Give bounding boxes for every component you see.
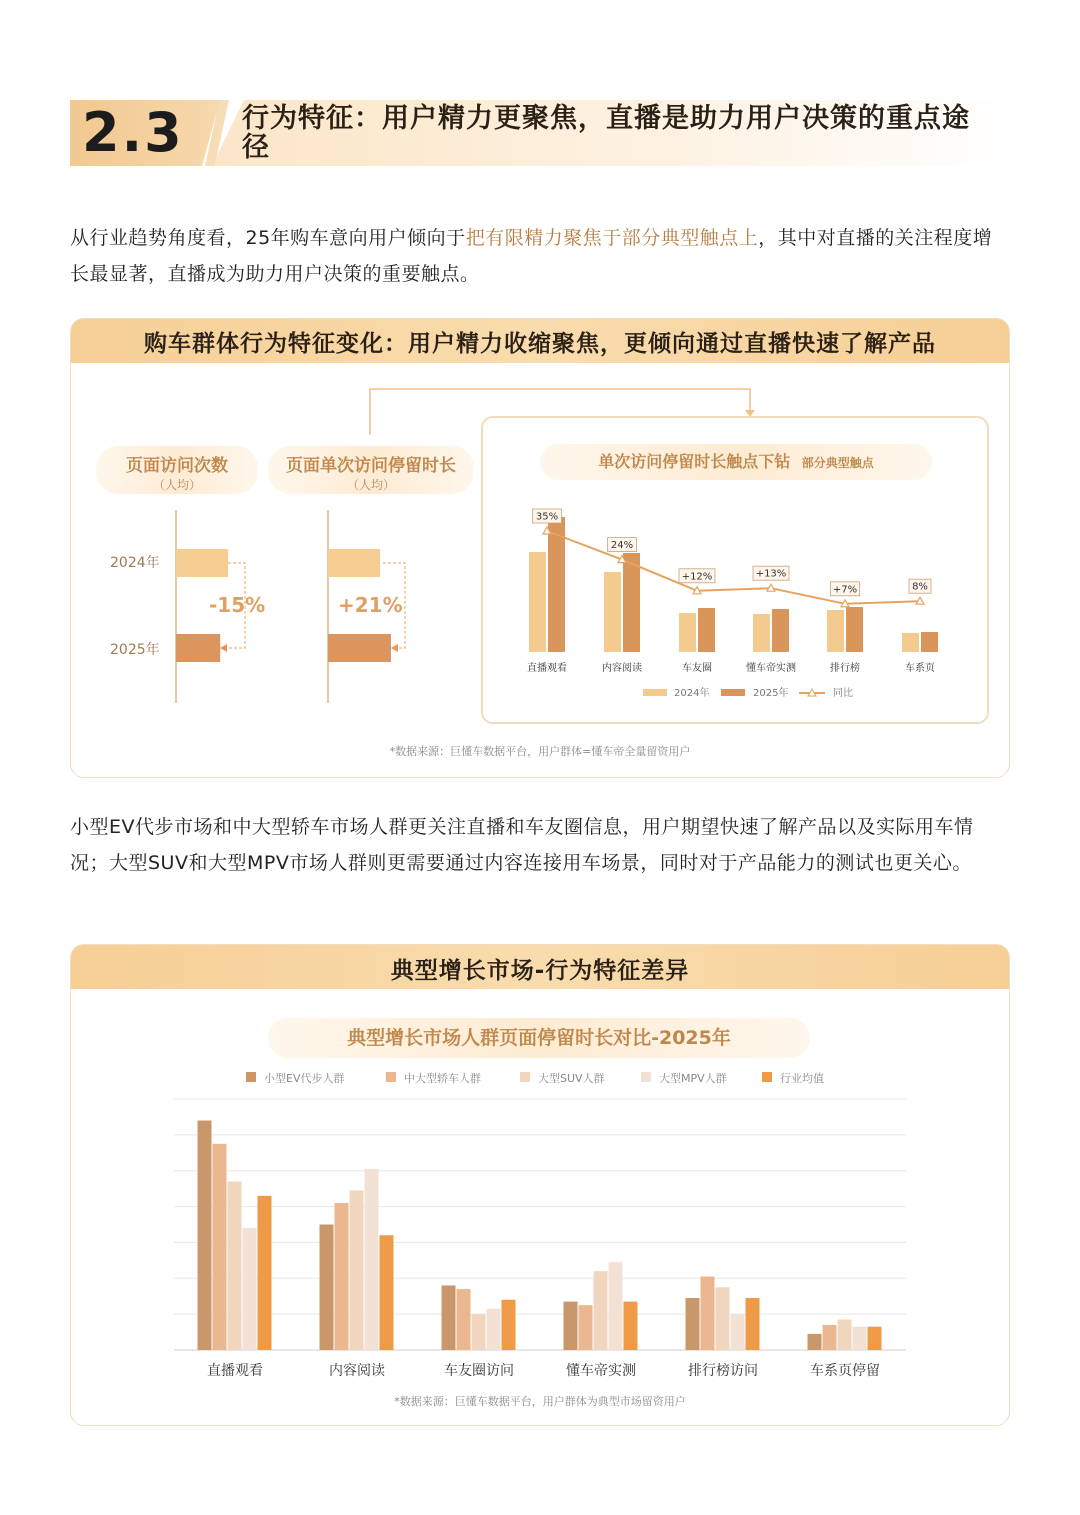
category-label: 车友圈 [682, 663, 712, 674]
bar [701, 1276, 715, 1350]
drilldown-chart [481, 490, 985, 718]
visits-bar-2024 [176, 549, 228, 577]
legend-label-2024: 2024年 [674, 688, 710, 699]
legend-swatch-2025 [721, 689, 745, 696]
yoy-label: +13% [755, 568, 787, 580]
drilldown-chart-subtitle: 部分典型触点 [801, 456, 874, 470]
category-label: 懂车帝实测 [566, 1363, 636, 1379]
category-label: 懂车帝实测 [746, 663, 796, 674]
section-title: 行为特征：用户精力更聚焦，直播是助力用户决策的重点途径 [242, 103, 970, 163]
category-label: 车系页 [905, 663, 935, 674]
duration-bar-2025 [328, 634, 391, 662]
legend-swatch [520, 1072, 530, 1082]
bar [365, 1169, 379, 1350]
bar [853, 1327, 867, 1350]
legend-swatch-2024 [643, 689, 667, 696]
market-chart [160, 1064, 920, 1384]
legend-swatch [641, 1072, 651, 1082]
bar [731, 1314, 745, 1350]
category-label: 直播观看 [207, 1363, 263, 1379]
bar [808, 1334, 822, 1350]
legend-swatch [386, 1072, 396, 1082]
category-label: 直播观看 [527, 663, 567, 674]
bar [746, 1298, 760, 1350]
section-number: 2.3 [82, 101, 184, 164]
duration-change-arrow [391, 644, 398, 652]
duration-change: +21% [338, 593, 403, 617]
bar [868, 1327, 882, 1350]
bar-2025 [772, 609, 789, 652]
visits-bar-2025 [176, 634, 220, 662]
legend-label: 大型MPV人群 [659, 1072, 727, 1085]
visits-change: -15% [209, 593, 266, 617]
visits-pill [96, 446, 258, 494]
bar-2024 [679, 613, 696, 652]
bar-2025 [846, 607, 863, 652]
bar [579, 1305, 593, 1350]
bar [624, 1302, 638, 1350]
visits-label: 页面访问次数 [126, 456, 228, 476]
bar [609, 1262, 623, 1350]
bar [457, 1289, 471, 1350]
bar-2024 [753, 614, 770, 652]
bar-2025 [698, 608, 715, 652]
year-label-2025: 2025年 [110, 642, 160, 658]
yoy-label: +12% [681, 571, 713, 583]
drilldown-chart-title: 单次访问停留时长触点下钻 [598, 452, 791, 471]
bar-2024 [902, 633, 919, 652]
market-chart-title: 典型增长市场人群页面停留时长对比-2025年 [347, 1027, 731, 1049]
legend-swatch [246, 1072, 256, 1082]
bar [335, 1203, 349, 1350]
legend-label-2025: 2025年 [753, 688, 789, 699]
bar [594, 1271, 608, 1350]
bar [198, 1121, 212, 1350]
bar [228, 1181, 242, 1350]
bar [442, 1285, 456, 1350]
bar-2025 [623, 553, 640, 652]
duration-bar-2024 [328, 549, 380, 577]
visits-duration-comparison [100, 505, 480, 710]
drilldown-chart-title-pill [540, 444, 932, 480]
bar-2024 [604, 572, 621, 652]
visits-change-arrow [220, 644, 227, 652]
intro-text-1: 从行业趋势角度看，25年购车意向用户倾向于 [70, 227, 466, 249]
yoy-label: +7% [832, 584, 858, 596]
panel1-source: *数据来源：巨懂车数据平台，用户群体=懂车帝全量留资用户 [389, 745, 691, 758]
legend-label: 中大型轿车人群 [404, 1072, 481, 1085]
duration-pill [268, 446, 474, 494]
category-label: 内容阅读 [329, 1363, 385, 1379]
intro-paragraph [70, 220, 1010, 292]
legend-swatch [762, 1072, 772, 1082]
bar-2024 [529, 552, 546, 652]
yoy-label: 35% [535, 511, 559, 523]
category-label: 车系页停留 [810, 1363, 880, 1379]
category-label: 内容阅读 [602, 663, 642, 674]
bar-2025 [921, 632, 938, 652]
bar [564, 1302, 578, 1350]
bar [686, 1298, 700, 1350]
year-label-2024: 2024年 [110, 555, 160, 571]
bar [838, 1320, 852, 1350]
intro-highlight: 把有限精力聚焦于部分典型触点上 [465, 227, 759, 249]
legend-label-yoy: 同比 [833, 688, 853, 699]
bar [472, 1314, 486, 1350]
intro-text-2: ，其中对直播的关注程度增长最显著，直播成为助力用户决策的重要触点。 [70, 227, 993, 285]
category-label: 排行榜 [830, 663, 860, 674]
yoy-line [547, 531, 920, 604]
bar [320, 1225, 334, 1351]
bar [258, 1196, 272, 1350]
panel2-source: *数据来源：巨懂车数据平台，用户群体为典型市场留资用户 [394, 1395, 686, 1408]
yoy-label: 24% [610, 540, 634, 552]
bar [243, 1228, 257, 1350]
bar [213, 1144, 227, 1350]
category-label: 排行榜访问 [688, 1363, 758, 1379]
bar [487, 1309, 501, 1350]
market-diff-panel-title: 典型增长市场-行为特征差异 [390, 958, 690, 984]
yoy-label: 8% [912, 581, 928, 593]
visits-sub: （人均） [152, 478, 201, 492]
bar [350, 1190, 364, 1350]
legend-label: 大型SUV人群 [538, 1072, 605, 1085]
bar [502, 1300, 516, 1350]
duration-label: 页面单次访问停留时长 [286, 456, 456, 476]
bar-2024 [827, 610, 844, 652]
market-chart-title-pill [268, 1018, 810, 1058]
legend-label: 行业均值 [780, 1072, 824, 1085]
bar [716, 1287, 730, 1350]
market-paragraph: 小型EV代步市场和中大型轿车市场人群更关注直播和车友圈信息，用户期望快速了解产品以及实际用车情况；大型SUV和大型MPV市场人群则更需要通过内容连接用车场景，同时对于产品能力的测试也更关心。 [70, 816, 974, 874]
behavior-change-panel-title: 购车群体行为特征变化：用户精力收缩聚焦，更倾向通过直播快速了解产品 [144, 331, 936, 357]
bar [380, 1235, 394, 1350]
legend-label: 小型EV代步人群 [264, 1072, 345, 1085]
bar [823, 1325, 837, 1350]
category-label: 车友圈访问 [444, 1363, 514, 1379]
duration-sub: （人均） [346, 478, 395, 492]
